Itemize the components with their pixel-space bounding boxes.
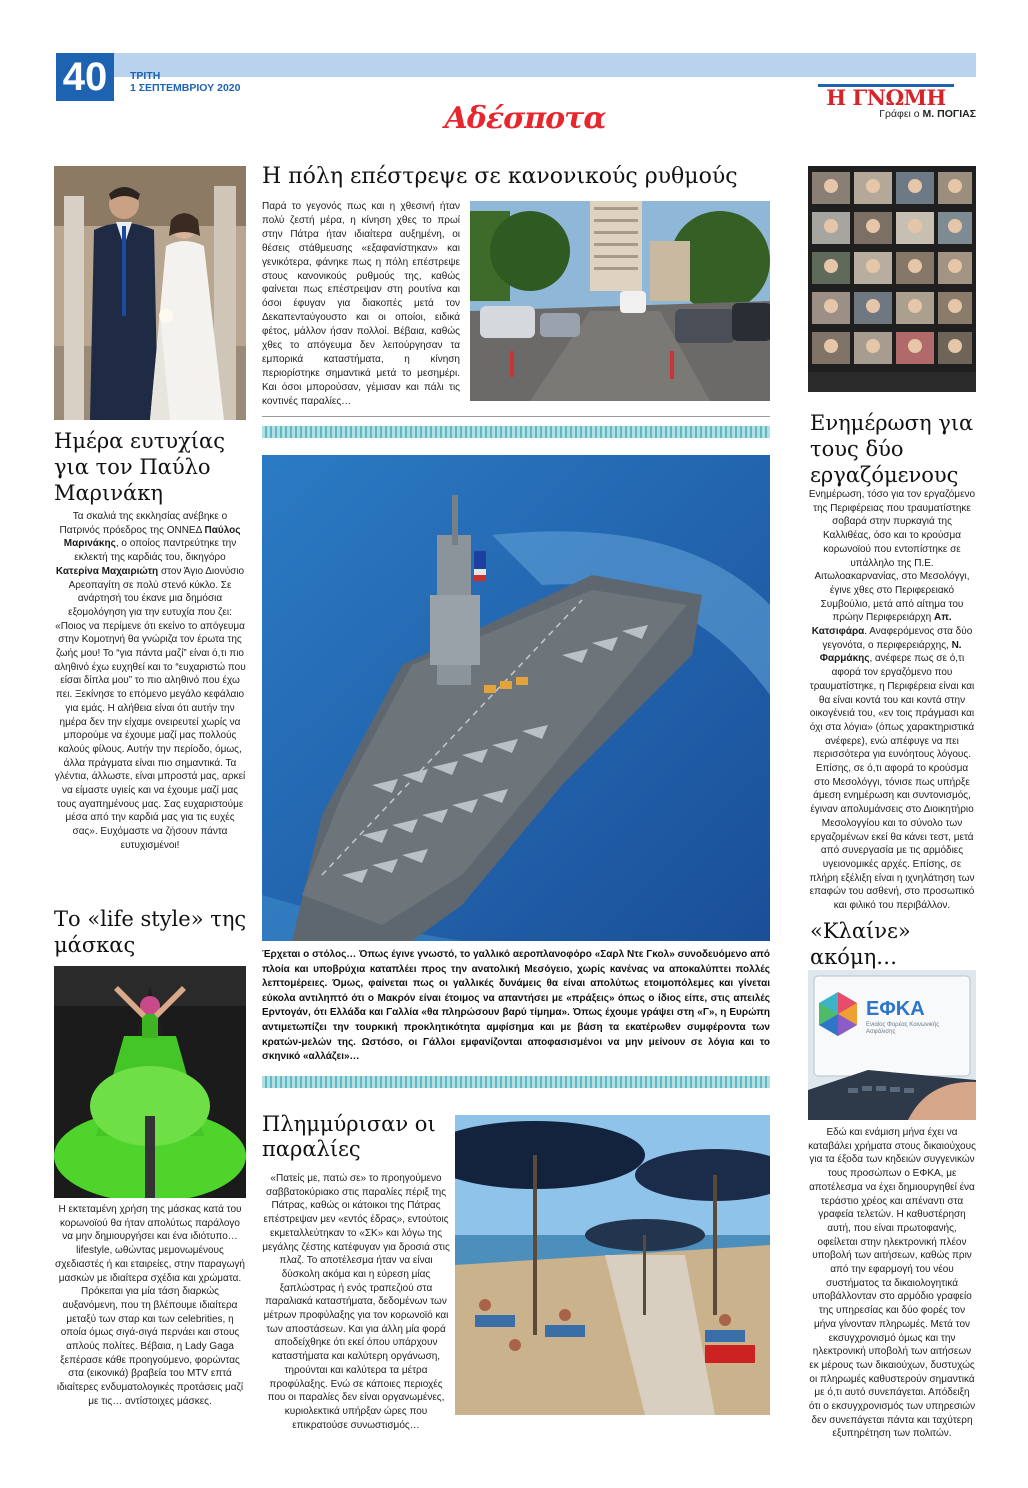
wedding-text: [54, 510, 246, 853]
issue-date-text: 1 ΣΕΠΤΕΜΒΡΙΟΥ 2020: [130, 82, 241, 94]
video-conference-photo: [808, 166, 976, 392]
byline-author: Μ. ΠΟΓΙΑΣ: [922, 108, 976, 120]
efka-text: Εδώ και ενάμιση μήνα έχει να καταβάλει χρήματα στους δικαιούχους για τα έξοδα των κηδειών συγγενικών τους προσώπων ο ΕΦΚΑ, με αποτέλεσμα να έχει δημιουργηθεί ένα τεράστιο χρέος και απέναντι στα γραφεία τελετών. Η καθυστέρηση αυτή, που είναι πρωτοφανής, οφείλεται στην ηλεκτρονική πλέον υποβολή των αιτήσεων, καθώς πριν από την εφαρμογή του νέου συστήματος τα δικαιολογητικά υποβάλλονταν στο αρμόδιο γραφείο της υπηρεσίας και δύο φορές τον μήνα γίνονταν πληρωμές. Μετά τον εκσυγχρονισμό όμως και την ηλεκτρονική υποβολή των αιτήσεων εκ μέρους των δικαιούχων, δυστυχώς οι πληρωμές καθυστερούν σημαντικά με ό,τι αυτό συνεπάγεται. Απόδειξη ότι ο εκσυγχρονισμός των υπηρεσιών δεν συνεπάγεται πάντα και ταχύτερη εξυπηρέτηση των πολιτών.: [808, 1127, 976, 1440]
briefing-text-3: , ανέφερε πως σε ό,τι αφορά τον εργαζόμενο που τραυματίστηκε, η Περιφέρεια είναι και θα είναι κοντά του και κοντά στην οικογένειά του, «εν τοις πράγμασι και όχι στα λόγια» (όπως χαρακτηριστικά ανέφερε), ενώ απέφυγε να πει περισσότερα για ευνόητους λόγους. Επίσης, σε ό,τι αφορά το κρούσμα στο Μεσολόγγι, τόνισε πως υπήρξε άμεση ενημέρωση και συντονισμός, έγιναν απολυμάνσεις στο Διοικητήριο Μεσολογγίου και το σύνολο των εργαζομένων εκεί θα κάνει τεστ, μετά από συνεργασία με τις αρμόδιες υγειονομικές αρχές. Επίσης, σε πλήρη εξέλιξη είναι η ιχνηλάτηση των επαφών του ασθενή, στο προσωπικό και φιλικό του περιβάλλον.: [809, 653, 975, 912]
city-text: Παρά το γεγονός πως και η χθεσινή ήταν πολύ ζεστή μέρα, η κίνηση χθες το πρωί στην Πάτρα ήταν ιδιαίτερα αυξημένη, οι θέσεις στάθμευσης «εξαφανίστηκαν» και γενικότερα, φάνηκε πως η πόλη επέστρεψε στους κανονικούς ρυθμούς της, καθώς φαίνεται πως επέστρεψαν στη ρουτίνα και όσοι έφυγαν για διακοπές μετά τον Δεκαπενταύγουστο και οι οποίοι, ειδικά φέτος, μάλλον ήσαν πολλοί. Βέβαια, καθώς χθες το απόγευμα δεν λειτούργησαν τα εμπορικά καταστήματα, η κίνηση περιορίστηκε σημαντικά μετά το μεσημέρι. Και όσοι μπορούσαν, γέμισαν και πάλι τις κοντινές παραλίες…: [262, 201, 460, 407]
efka-screen-logo: ΕΦΚΑ: [866, 998, 925, 1020]
briefing-headline: Ενημέρωση για τους δύο εργαζόμενους: [810, 411, 974, 487]
carrier-caption: Έρχεται ο στόλος… Όπως έγινε γνωστό, το γαλλικό αεροπλανοφόρο «Σαρλ Ντε Γκολ» συνοδευόμενο από πλοία και υποβρύχια καταπλέει προς την ανατολική Μεσόγειο, χωρίς κανένας να αποκαλύπτει πολλές λεπτομέρειες. Όμως, φαίνεται πως οι γαλλικές δυνάμεις θα είναι απολύτως ετοιμοπόλεμες και γίνεται εύκολα αντιληπτό ότι ο Μακρόν είναι έτοιμος να απαντήσει με «πράξεις» όπως ο ίδιος είπε, στις απειλές Ερντογάν, ότι Ελλάδα και Γαλλία «θα πληρώσουν βαρύ τίμημα». Όπως έχουμε γράψει στη «Γ», η Ευρώπη αντιμετωπίζει την τουρκική προκλητικότητα αμφίσημα και με βάση τα εκατέρωθεν συμφέροντα των κρατών-μελών της. Ωστόσο, οι Γάλλοι εμφανίζονται αποφασισμένοι να μην μείνουν σε λόγια και το σκηνικό «αλλάζει»…: [262, 949, 770, 1063]
briefing-text-2: . Αναφερόμενος στα δύο γεγονότα, ο περιφερειάρχης,: [822, 626, 973, 651]
byline-prefix: Γράφει ο: [879, 108, 920, 120]
aircraft-carrier-photo: [262, 455, 770, 941]
newspaper-logo: Η ΓΝΩΜΗ: [818, 84, 954, 106]
section-title: Αδέσποτα: [444, 101, 606, 136]
wedding-text-1: Τα σκαλιά της εκκλησίας ανέβηκε ο Πατρινός πρόεδρος της ΟΝΝΕΔ: [59, 511, 228, 536]
wedding-photo: [54, 166, 246, 420]
wedding-name-1: Παύλος Μαρινάκης: [63, 524, 241, 550]
wedding-text-2: , ο οποίος παντρεύτηκε την εκλεκτή της καρδιάς του, δικηγόρο: [74, 538, 237, 564]
decorative-stripe: [262, 426, 770, 438]
wedding-name-2: Κατερίνα Μαχαιριώτη: [55, 565, 159, 577]
issue-date: [130, 70, 240, 94]
mask-headline: Το «life style» της μάσκας: [54, 907, 247, 957]
mask-text: Η εκτεταμένη χρήση της μάσκας κατά του κορωνοϊού θα ήταν απολύτως παράλογο να μην δημιουργήσει και ένα ιδιότυπο… lifestyle, ωθώντας μεμονωμένους σχεδιαστές ή και εταιρείες, στην παραγωγή μασκών με ιδιαίτερα σχέδια και χρώματα. Πρόκειται για μία τάση διαρκώς αυξανόμενη, που τη βλέπουμε ιδιαίτερα μεταξύ των σταρ και των celebrities, η οποία όμως σιγά-σιγά περνάει και στους απλούς πολίτες. Βέβαια, η Lady Gaga ξεπέρασε κάθε προηγούμενο, φορώντας στα (εικονικά) βραβεία του MTV επτά ιδιαίτερες ενδυματολογικές προτάσεις μαζί με τις… αντίστοιχες μάσκες.: [55, 1204, 245, 1407]
lady-gaga-photo: [54, 966, 246, 1198]
briefing-text: [808, 488, 976, 913]
efka-screen-subtitle: Ενιαίος Φορέας Κοινωνικής Ασφάλισης: [866, 1022, 940, 1035]
briefing-name-2: Ν. Φαρμάκης: [819, 639, 962, 665]
city-street-photo: [470, 201, 770, 401]
beaches-headline: Πλημμύρισαν οι παραλίες: [262, 1112, 436, 1161]
divider: [262, 416, 770, 417]
efka-headline: «Κλαίνε» ακόμη…: [810, 919, 911, 969]
briefing-name-1: Απ. Κατσιφάρα: [811, 612, 952, 638]
decorative-stripe-2: [262, 1076, 770, 1088]
briefing-text-1: Ενημέρωση, τόσο για τον εργαζόμενο της Περιφέρειας που τραυματίστηκε σοβαρά στην πυρκαγιά της Καλλιθέας, όσο και το κρούσμα κορωνοϊού που εντοπίστηκε σε υπάλληλο της Π.Ε. Αιτωλοακαρνανίας, στο Μεσολόγγι, έγινε χθες στο Περιφερειακό Συμβούλιο, μετά από αίτημα του πρώην Περιφερειάρχη: [808, 489, 976, 624]
wedding-text-3: στον Άγιο Διονύσιο Αρεοπαγίτη σε πολύ στενό κύκλο. Σε ανάρτησή του έκανε μια δημόσια εξομολόγηση για την ευτυχία που ζει: «Ποιος να περίμενε ότι εκείνο το απόγευμα στην Κομοτηνή θα γνώριζα τον έρωτα της ζωής μου! Το “για πάντα μαζί” είναι ό,τι πιο αληθινό έχω ευχηθεί και το “ευχαριστώ που είσαι δίπλα μου” το πιο αληθινό που έχω πει. Ξεκίνησε το επόμενο μεγάλο κεφάλαιο για εμάς. Η αλήθεια είναι ότι αυτήν την ημέρα δεν την είχαμε ονειρευτεί χωρίς να μπορούμε να έχουμε μαζί μας πολλούς καλούς φίλους. Αυτήν την περίοδο, όμως, άλλα πράγματα είναι πιο σημαντικά. Τα γλέντια, άλλωστε, είναι μπροστά μας, αρκεί να είμαστε υγιείς και να έχουμε μαζί μας τους αγαπημένους μας. Σας ευχαριστούμε μέσα από την καρδιά μας για τις ευχές σας». Ευχόμαστε να ζήσουν πάντα ευτυχισμένοι!: [54, 565, 246, 851]
beaches-text: «Πατείς με, πατώ σε» το προηγούμενο σαββατοκύριακο στις παραλίες πέριξ της Πάτρας, καθώς οι κάτοικοι της Πάτρας επέστρεψαν μεν «εντός έδρας», εντούτοις εκμεταλλεύτηκαν το «ΣΚ» και λόγω της μεγάλης ζέστης κατέφυγαν για δροσιά στις πλαζ. Το αποτέλεσμα ήταν να είναι δύσκολη ακόμα και η εύρεση μίας ξαπλώστρας ή ενός τραπεζιού στα παραλιακά καταστήματα, δεδομένων των μέτρων προφύλαξης για τον κορωνοϊό και των αποστάσεων. Και για άλλη μία φορά αποδείχθηκε ότι εκεί όπου υπάρχουν καταστήματα και καλύτερη οργάνωση, τηρούνται και καλύτερα τα μέτρα προφύλαξης. Ενώ σε κάποιες περιοχές που οι παραλίες δεν είναι οργανωμένες, κυριολεκτικά υπήρξαν ώρες που επικρατούσε συνωστισμός…: [262, 1173, 450, 1431]
issue-day: ΤΡΙΤΗ: [130, 70, 161, 82]
byline: [879, 108, 976, 120]
page-number: 40: [56, 53, 114, 101]
efka-laptop-photo: [808, 970, 976, 1120]
wedding-headline: Ημέρα ευτυχίας για τον Παύλο Μαρινάκη: [54, 429, 225, 505]
city-headline: Η πόλη επέστρεψε σε κανονικούς ρυθμούς: [262, 164, 738, 189]
beach-photo: [455, 1115, 770, 1415]
